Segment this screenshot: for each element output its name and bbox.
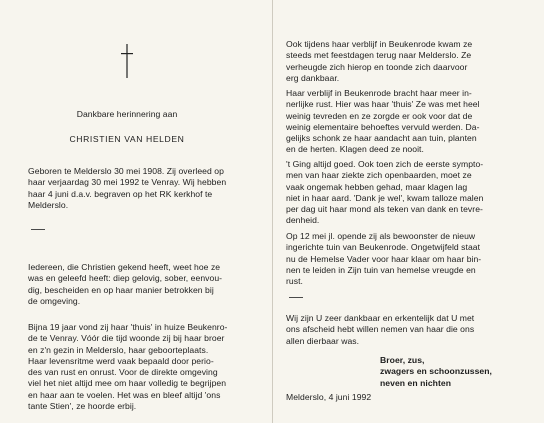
thanks-paragraph: Wij zijn U zeer dankbaar en erkentelijk dat U met ons afscheid hebt willen nemen van haar die ons allen dierbaar was. bbox=[286, 313, 475, 346]
holidays-paragraph: Ook tijdens haar verblijf in Beukenrode kwam ze steeds met feestdagen terug naar Melderslo. Ze verheugde zich hierop en toonde zich daarvoor erg dankbaar. bbox=[286, 39, 473, 83]
place-date: Melderslo, 4 juni 1992 bbox=[286, 392, 372, 402]
garden-paragraph: Op 12 mei jl. opende zij als bewoonster de nieuw ingerichte tuin van Beukenrode. Ongetwijfeld staat nu de Hemelse Vader voor haar klaar om haar bin- nen te leiden in Zijn tuin van hemelse vreugde en rust. bbox=[286, 231, 482, 287]
deceased-name: CHRISTIEN VAN HELDEN bbox=[69, 134, 185, 144]
dedication-line: Dankbare herinnering aan bbox=[76, 109, 178, 119]
illness-paragraph: 't Ging altijd goed. Ook toen zich de eerste sympto- men van haar ziekte zich openbaarden, moet ze vaak ongemak hebben gehad, maar klagen lag niet in haar aard. 'Dank je wel', kwam talloze malen per dag uit haar mond als teken van dank en tevre- denheid. bbox=[286, 159, 484, 226]
divider bbox=[31, 229, 45, 230]
divider bbox=[289, 297, 303, 298]
rest-paragraph: Haar verblijf in Beukenrode bracht haar meer in- nerlijke rust. Hier was haar 'thuis' Ze was met heel weinig tevreden en ze zorgde er ook voor dat de weinig elementaire behoeftes vervuld werden. Da- gelijks schonk ze haar aandacht aan tuin, planten en de herten. Klagen deed ze nooit. bbox=[286, 88, 480, 155]
cross-icon bbox=[119, 44, 135, 78]
life-paragraph: Bijna 19 jaar vond zij haar 'thuis' in huize Beukenro- de te Venray. Vóór die tijd woonde zij bij haar broer en z'n gezin in Melderslo, haar geboorteplaats. Haar levensritme werd vaak bepaald door perio- des van rust en onrust. Voor de direkte omgeving viel het niet altijd mee om haar volledig te begrijpen en haar aan te voelen. Het was en bleef altijd 'ons tante Stien', ze hoorde erbij. bbox=[28, 322, 228, 412]
character-paragraph: Iedereen, die Christien gekend heeft, weet hoe ze was en geleefd heeft: diep gelovig, sober, eenvou- dig, bescheiden en op haar manier betrokken bij de omgeving. bbox=[28, 262, 223, 306]
right-page bbox=[272, 0, 544, 423]
birth-death-paragraph: Geboren te Melderslo 30 mei 1908. Zij overleed op haar verjaardag 30 mei 1992 te Venray. Wij hebben haar 4 juni d.a.v. begraven op het RK kerkhof te Melderslo. bbox=[28, 166, 227, 210]
signatories: Broer, zus, zwagers en schoonzussen, neven en nichten bbox=[380, 355, 492, 388]
